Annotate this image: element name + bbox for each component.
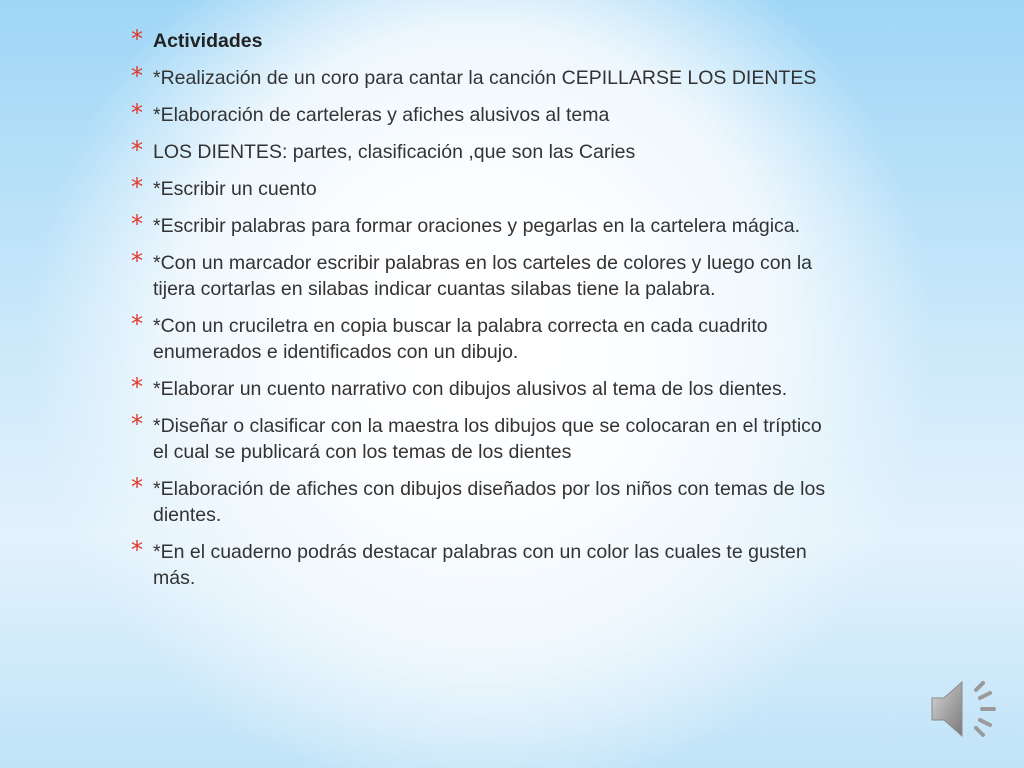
- bullet-text: *Escribir un cuento: [153, 178, 317, 200]
- bullet-item-title: [131, 25, 831, 54]
- asterisk-bullet-icon: *: [131, 136, 143, 164]
- bullet-item: [131, 99, 831, 128]
- bullet-text: *En el cuaderno podrás destacar palabras con un color las cuales te gusten más.: [153, 541, 807, 589]
- bullet-list: [131, 25, 831, 602]
- bullet-item: [131, 173, 831, 202]
- asterisk-bullet-icon: *: [131, 173, 143, 201]
- bullet-item: [131, 536, 831, 591]
- asterisk-bullet-icon: *: [131, 536, 143, 564]
- asterisk-bullet-icon: *: [131, 99, 143, 127]
- bullet-text: *Realización de un coro para cantar la canción CEPILLARSE LOS DIENTES: [153, 67, 817, 89]
- bullet-text: *Con un marcador escribir palabras en los carteles de colores y luego con la tijera cortarlas en silabas indicar cuantas silabas tiene la palabra.: [153, 252, 813, 300]
- bullet-item: [131, 62, 831, 91]
- bullet-text: LOS DIENTES: partes, clasificación ,que son las Caries: [153, 141, 636, 163]
- bullet-text: Actividades: [153, 30, 263, 52]
- bullet-item: [131, 373, 831, 402]
- bullet-item: [131, 410, 831, 465]
- asterisk-bullet-icon: *: [131, 310, 143, 338]
- asterisk-bullet-icon: *: [131, 373, 143, 401]
- asterisk-bullet-icon: *: [131, 210, 143, 238]
- bullet-text: *Escribir palabras para formar oraciones y pegarlas en la cartelera mágica.: [153, 215, 801, 237]
- bullet-item: [131, 210, 831, 239]
- bullet-text: *Elaboración de afiches con dibujos diseñados por los niños con temas de los dientes.: [153, 478, 826, 526]
- asterisk-bullet-icon: *: [131, 25, 143, 53]
- bullet-text: *Diseñar o clasificar con la maestra los dibujos que se colocaran en el tríptico el cual se publicará con los temas de los dientes: [153, 415, 822, 463]
- asterisk-bullet-icon: *: [131, 410, 143, 438]
- asterisk-bullet-icon: *: [131, 473, 143, 501]
- asterisk-bullet-icon: *: [131, 62, 143, 90]
- bullet-item: [131, 310, 831, 365]
- speaker-icon[interactable]: [928, 676, 1000, 742]
- bullet-text: *Con un cruciletra en copia buscar la palabra correcta en cada cuadrito enumerados e identificados con un dibujo.: [153, 315, 768, 363]
- bullet-item: [131, 247, 831, 302]
- bullet-text: *Elaborar un cuento narrativo con dibujos alusivos al tema de los dientes.: [153, 378, 788, 400]
- bullet-text: *Elaboración de carteleras y afiches alusivos al tema: [153, 104, 610, 126]
- bullet-item: [131, 473, 831, 528]
- bullet-item: [131, 136, 831, 165]
- asterisk-bullet-icon: *: [131, 247, 143, 275]
